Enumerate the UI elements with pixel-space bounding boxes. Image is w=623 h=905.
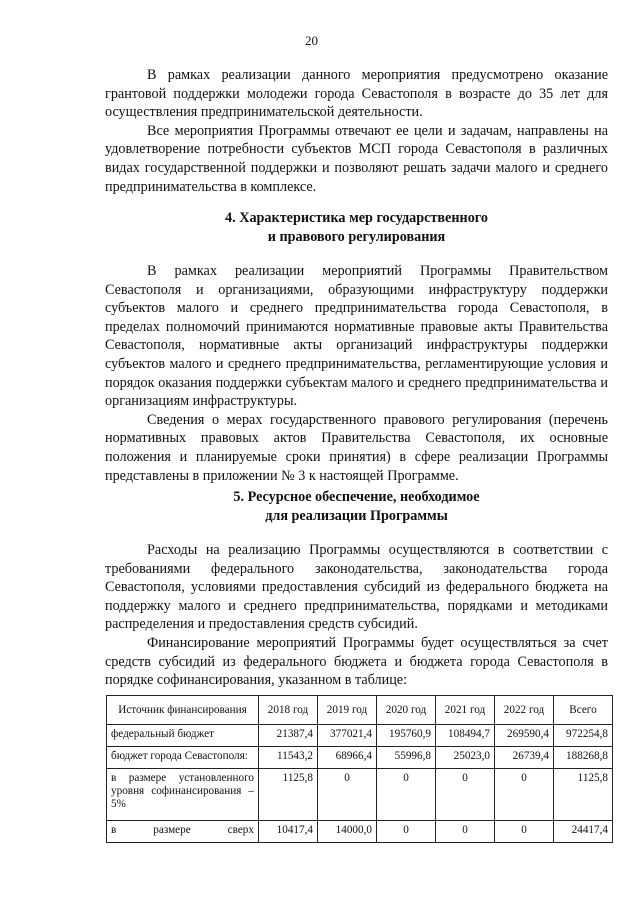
table-cell: 108494,7 — [436, 725, 495, 747]
page-number: 20 — [305, 33, 318, 48]
table-cell: 1125,8 — [259, 769, 318, 821]
table-cell: 0 — [495, 769, 554, 821]
table-header-cell: 2021 год — [436, 696, 495, 725]
table-cell-source: в размере установленного уровня софинансирования – 5% — [107, 769, 259, 821]
table-row — [107, 821, 613, 843]
table-cell: 24417,4 — [554, 821, 613, 843]
table-cell: 195760,9 — [377, 725, 436, 747]
paragraph: Сведения о мерах государственного правового регулирования (перечень нормативных правовых актов Правительства Севастополя, их основные положения и планируемые сроки принятия) в сфере реализации Программы представлены в приложении № 3 к настоящей Программе. — [105, 411, 608, 484]
paragraph: Все мероприятия Программы отвечают ее цели и задачам, направлены на удовлетворение потребности субъектов МСП города Севастополя в различных видах государственной поддержки и позволяют решать задачи малого и среднего предпринимательства в комплексе. — [105, 122, 608, 195]
heading-line: и правового регулирования — [267, 228, 446, 245]
table-header-cell: 2022 год — [495, 696, 554, 725]
table-cell: 0 — [318, 769, 377, 821]
table-cell: 0 — [377, 769, 436, 821]
table-cell: 1125,8 — [554, 769, 613, 821]
table-cell: 972254,8 — [554, 725, 613, 747]
table-header-cell: 2019 год — [318, 696, 377, 725]
paragraph: Финансирование мероприятий Программы будет осуществляться за счет средств субсидий из федерального бюджета и бюджета города Севастополя в порядке софинансирования, указанном в таблице: — [105, 634, 608, 689]
table-header-cell: 2018 год — [259, 696, 318, 725]
table-cell: 0 — [436, 769, 495, 821]
heading-line: для реализации Программы — [265, 507, 448, 524]
table-cell: 11543,2 — [259, 747, 318, 769]
table-cell: 188268,8 — [554, 747, 613, 769]
table-cell: 0 — [377, 821, 436, 843]
table-cell: 0 — [495, 821, 554, 843]
table-cell: 14000,0 — [318, 821, 377, 843]
financing-table — [106, 695, 613, 843]
table-cell: 10417,4 — [259, 821, 318, 843]
table-cell-source: бюджет города Севастополя: — [107, 747, 259, 769]
table-row — [107, 769, 613, 821]
paragraph: Расходы на реализацию Программы осуществляются в соответствии с требованиями федерального законодательства, законодательства города Севастополя, условиями предоставления субсидий из федерального бюджета на поддержку малого и среднего предпринимательства, порядками и методиками распределения и предоставления средств субсидий. — [105, 542, 608, 633]
table-cell: 55996,8 — [377, 747, 436, 769]
table-cell: 0 — [436, 821, 495, 843]
table-cell-source: федеральный бюджет — [107, 725, 259, 747]
section-4-text — [105, 262, 608, 485]
section-4-heading — [105, 209, 608, 246]
paragraph: В рамках реализации данного мероприятия предусмотрено оказание грантовой поддержки молодежи города Севастополя в возрасте до 35 лет для осуществления предпринимательской деятельности. — [105, 67, 608, 121]
table-cell: 26739,4 — [495, 747, 554, 769]
section-5-heading — [105, 488, 608, 525]
paragraph: В рамках реализации мероприятий Программы Правительством Севастополя и организациями, образующими инфраструктуру поддержки субъектов малого и среднего предпринимательства города Севастополя, в пределах полномочий принимаются нормативные правовые акты Правительства Севастополя, нормативные акты организаций инфраструктуры поддержки субъектов малого и среднего предпринимательства, регламентирующие условия и порядок оказания поддержки субъектам малого и среднего предпринимательства и организациям инфраструктуры. — [105, 263, 608, 410]
table-row — [107, 747, 613, 769]
table-cell: 269590,4 — [495, 725, 554, 747]
table-cell: 68966,4 — [318, 747, 377, 769]
table-cell-source: в размере сверх — [107, 821, 259, 843]
section-5-text — [105, 541, 608, 690]
intro-text — [105, 66, 608, 196]
table-cell: 377021,4 — [318, 725, 377, 747]
table-header-cell: Всего — [554, 696, 613, 725]
table-cell: 25023,0 — [436, 747, 495, 769]
heading-line: 5. Ресурсное обеспечение, необходимое — [233, 489, 480, 505]
table-header-cell: Источник финансирования — [107, 696, 259, 725]
heading-line: 4. Характеристика мер государственного — [225, 210, 488, 226]
table-cell: 21387,4 — [259, 725, 318, 747]
table-header-row — [107, 696, 613, 725]
table-row — [107, 725, 613, 747]
table-header-cell: 2020 год — [377, 696, 436, 725]
